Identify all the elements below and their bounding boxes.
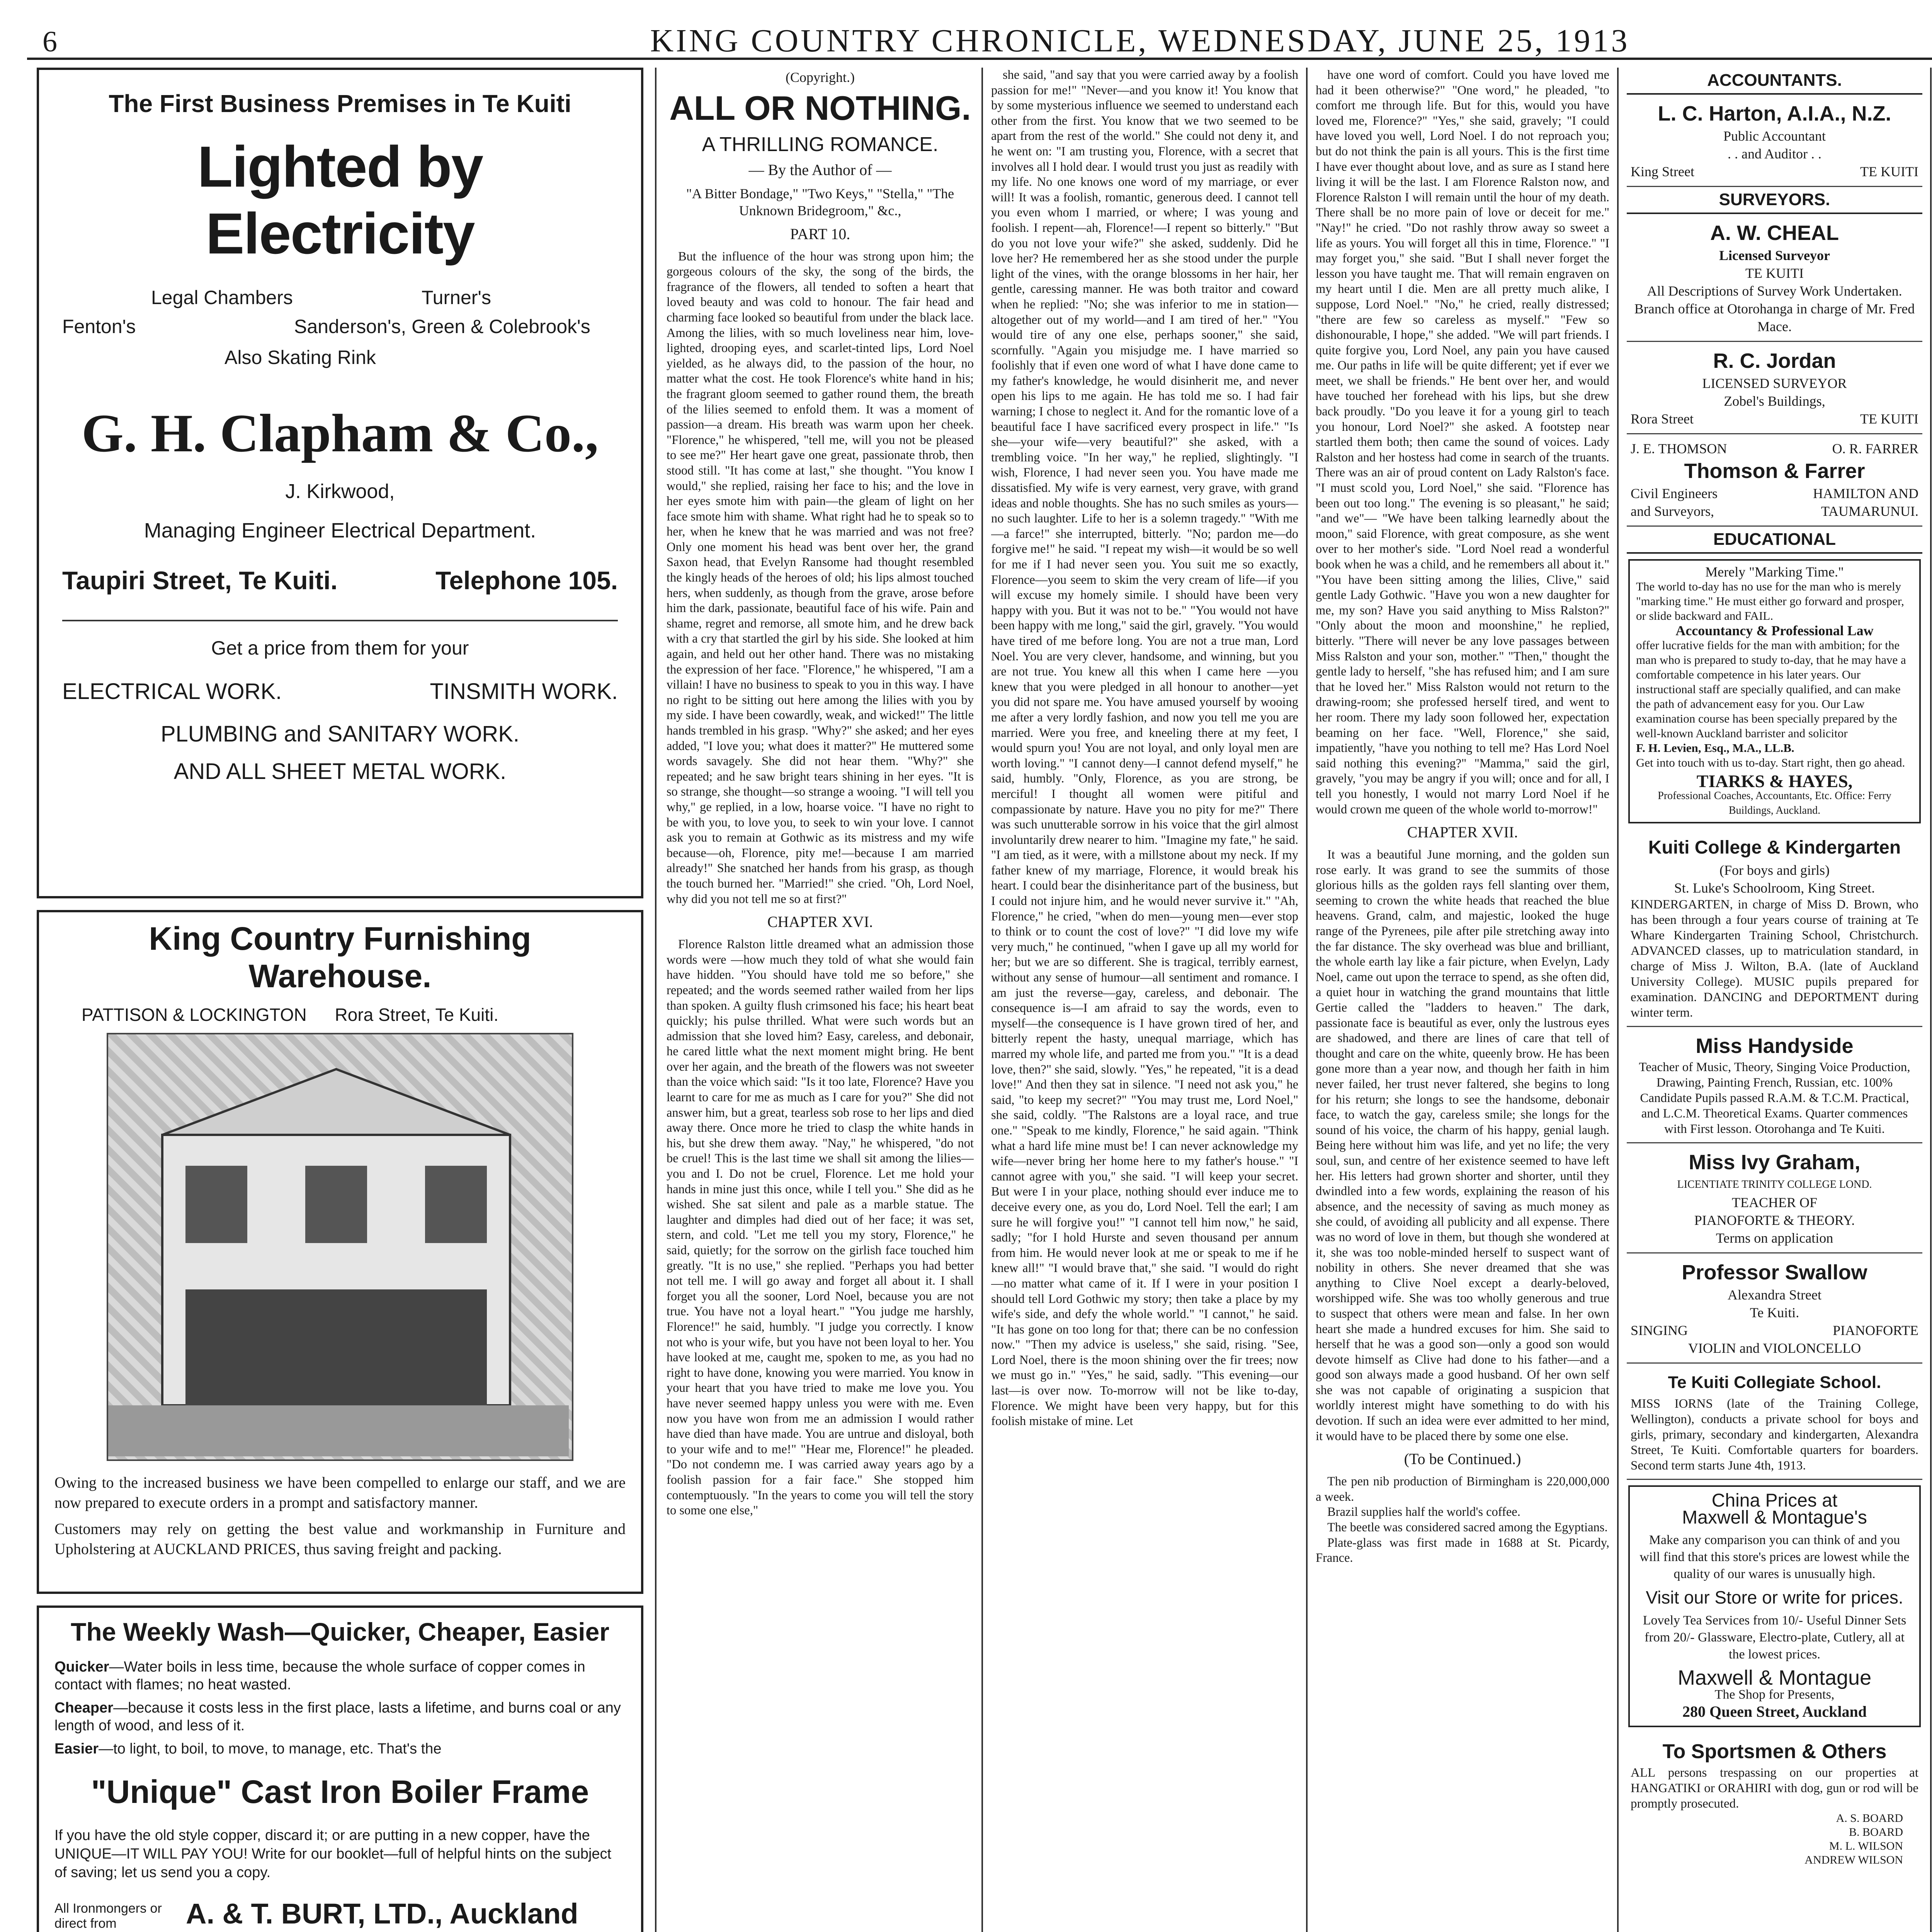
entry-line: Alexandra Street bbox=[1728, 1287, 1821, 1303]
telephone-number: Telephone 105. bbox=[435, 566, 618, 595]
premises-item: Sanderson's, Green & Colebrook's bbox=[294, 316, 590, 337]
directory-entry bbox=[1627, 1364, 1922, 1480]
supplier-line bbox=[54, 1893, 626, 1932]
entry-line: PIANOFORTE & THEORY. bbox=[1694, 1213, 1855, 1228]
premises-item: Also Skating Rink bbox=[224, 347, 376, 368]
story-text: she said, "and say that you were carried away by a foolish passion for me!" "Never—and you know it! You know that by some mysterious influence we seemed to understand each other from the first. You know that we two seemed to be apart from the rest of the world." She could not deny it, and he went on: "I am trusting you, Florence, with a secret that involves all I hold dear. I would trust you just as readily with my life. No one knows one word of my marriage, or ever will! It was a foolish, romantic, generous deed. I cannot tell you even whom I married, or where; I was young and foolish. I repent—ah, Florence!—I repent so bitterly." "But do you not love your wife?" she asked, suddenly. Did he love her? He remembered her as she stood under the purple light of the vines, with the orange blossoms in her hair, her gentle, caressing manner. He was both traitor and coward when he replied: "No; she was inferior to me in station—altogether out of my world—and I am tired of her." "You would tire of any one else, perhaps sooner," she said, scornfully. "Again you misjudge me. I have married so foolishly that if even one word of what I have done came to my father's knowledge, he would disinherit me, and never open his lips to me again. He has told me so. I had fair warning; I chose to neglect it. And for the romantic love of a beautiful face I have sacrificed every prospect in life." "Is she—your wife—very beautiful?" she asked, with a trembling voice. "In her way," he replied, slightingly. "I wish, Florence, I had never seen you. You have made me dissatisfied. My wife is very earnest, very grave, with grand ideas and noble thoughts. She has no such smiles as yours—no such laughter. Life to her is a solemn tragedy." "With me—a farce!" she interrupted, bitterly. "No; pardon me—do forgive me!" he said. "I repeat my wish—it would be so well for me if I had never seen you. You suit me so exactly, Florence—you seem to skim the very cream of life—if you will excuse my homely simile. I should have been very happy with you. But it was not to be." "You would not have been happy with me long," said the girl, gravely. "You would have tired of me before long. You are not a true man, Lord Noel. You are very clever, handsome, and winning, but you are not true. You knew all this when I came here —you knew that you were pledged in all honour to another—yet you did not spare me. You have amused yourself by wooing me after a very lordly fashion, and now you tell me you are married. Were you free, and kneeling there at my feet, I would spurn you! You are not loyal, and only loyal men are worth loving." "I cannot deny—I cannot defend myself," he said, humbly. "Only, Florence, as you are strong, be merciful! I thought all women were pitiful and compassionate by nature. Have you no pity for me?" There was such unutterable sorrow in his voice that the girl almost involuntarily drew nearer to him. "Imagine my fate," he said. "I am tied, as it were, with a millstone about my neck. If my father knew of my marriage, Florence, it would break his heart. I could bear the disinheritance part of the business, but I could not injure him, and he would never survive it." "Ah, Florence," he cried, "when do men—young men—ever stop to think or to count the cost of love?" "I did love my wife very much," he continued, "when I gave up all my world for her; but we are so different. She is tragical, terribly earnest, without any sense of humour—all sentiment and romance. I am just the reverse—gay, careless, and debonair. The consequence is—I am afraid to say the words, even to myself—the consequence is I have grown tired of her, and bitterly repent the hasty, unequal marriage, which has marred my whole life, and parted me from you." "It is a dead love, then?" she said, slowly. "Yes," he repeated, "it is a dead love!" And then they sat in silence. "I need not ask you," he said, "to keep my secret?" "You may trust me, Lord Noel," she said, coldly. "The Ralstons are a loyal race, and true one." "Speak to me kindly, Florence," he said again. "Think what a hard life mine must be! I can never acknowledge my wife—never bring her home here to my father's house." "I cannot agree with you," she said. "I will keep your secret. But were I in your place, nothing should ever induce me to deceive every one, as you do, Lord Noel. Tell the earl; I am sure he will forgive you!" "I cannot tell him now," he said, sadly; "for I hold Hurste and seven thousand per annum from him. He would never look at me or speak to me if he knew all!" "I would brave that," she said. "I would do right—no matter what came of it. If I were in your position I should tell Lord Gothwic my story; then take a place by my wife's side, and defy the whole world." "I cannot," he said. "It has gone on too long for that; there can be no confession now." "Then my advice is useless," she said, rising. "See, Lord Noel, there is the moon shining over the fir trees; now we must go in." "Yes," he said, sadly. "This evening—our last—is over now. To-morrow will not be like to-day, Florence. We might have been very happy, but for this foolish mistake of mine. Let bbox=[991, 68, 1298, 1429]
masthead bbox=[27, 17, 1932, 60]
ad-body: Customers may rely on getting the best value and workmanship in Furniture and Upholstering at AUCKLAND PRICES, thus saving freight and packing. bbox=[54, 1520, 626, 1558]
ad-headline: Lighted by Electricity bbox=[197, 134, 483, 266]
benefit-label: Quicker bbox=[54, 1659, 109, 1675]
entry-line: Civil Engineers bbox=[1631, 486, 1718, 501]
benefit-item bbox=[54, 1699, 626, 1735]
left-advertisement-column bbox=[37, 68, 643, 1932]
entry-name: L. C. Harton, A.I.A., N.Z. bbox=[1658, 102, 1891, 125]
benefit-text: —because it costs less in the first place, lasts a lifetime, and burns coal or any length of wood, and less of it. bbox=[54, 1700, 621, 1734]
firm-name: PATTISON & LOCKINGTON bbox=[82, 1005, 307, 1025]
benefit-item bbox=[54, 1658, 626, 1694]
entry-line: Zobel's Buildings, bbox=[1724, 393, 1825, 409]
ad-body: Lovely Tea Services from 10/- Useful Dinner Sets from 20/- Glassware, Electro-plate, Cutlery, all at the lowest prices. bbox=[1643, 1613, 1906, 1662]
premises-list bbox=[62, 286, 618, 375]
ad-body: F. H. Levien, Esq., M.A., LL.B. bbox=[1636, 741, 1794, 755]
entry-line: Licensed Surveyor bbox=[1719, 248, 1830, 263]
firm-line bbox=[82, 1004, 626, 1025]
story-text: It was a beautiful June morning, and the golden sun rose early. It was grand to see the summits of those glorious hills as the golden rays fell slanting over them, seeming to crown the white heads that reached the blue heavens. Grand, calm, and majestic, looked the huge range of the Pyrenees, pile after pile stretching away into the far distance. The sky overhead was blue and brilliant, the whole earth lay like a fair picture, when Evelyn, Lady Noel, came out upon the terrace to spend, as she often did, a quiet hour in watching the grand mountains that little Gertie called the "ladders to heaven." The dark, passionate face is beautiful as ever, only the lustrous eyes are shadowed, and there are lines of care that tell of thought and care on the white, queenly brow. He has been gone more than a year now, and though her faith in him never failed, her trust never faltered, she begins to long for his return; she longs to see the handsome, debonair face, to watch the gay, careless smile; she longs for the sound of his voice, the charm of his happy, genial laugh. Being here without him was life, and yet no life; the very soul, sun, and centre of her existence seemed to have left her. His letters had grown shorter and shorter, until they dwindled into a few words, explaining the reason of his absence, and the necessity of saving as much money as she could, of avoiding all publicity and all expense. There was no word of love in them, but though she wondered at it, she was too noble-minded herself to suspect want of nobility in others. She never dreamed that she was anything to Clive Noel except a dearly-beloved, worshipped wife. She was too wholly generous and true to suspect that others were mean and false. In her own heart she made a hundred excuses for him. She said to herself that he was a good son—only a good son would devote himself as Clive had done to his father—and a good son always made a good husband. Of her own self she was not capable of originating a suspicion that worldly interest might have something to do with his devotion. If such an idea were ever admitted to her mind, it would have to be placed there by some one else. bbox=[1316, 848, 1609, 1443]
filler-item: The pen nib production of Birmingham is 220,000,000 a week. bbox=[1316, 1475, 1609, 1504]
notice-body: ALL persons trespassing on our properties at HANGATIKI or ORAHIRI with dog, gun or rod will be promptly prosecuted. bbox=[1631, 1766, 1918, 1811]
ad-headline: Merely "Marking Time." bbox=[1705, 564, 1844, 580]
engineer-title: Managing Engineer Electrical Department. bbox=[144, 519, 536, 542]
warehouse-photo bbox=[107, 1033, 573, 1461]
directory-entry bbox=[1627, 1253, 1922, 1364]
serial-story-column-3 bbox=[1316, 68, 1609, 1932]
engineer-name: J. Kirkwood, bbox=[285, 480, 395, 503]
directory-entry bbox=[1627, 342, 1922, 434]
ad-intro-line: The First Business Premises in Te Kuiti bbox=[109, 90, 571, 117]
ad-subhead: Visit our Store or write for prices. bbox=[1646, 1587, 1903, 1607]
entry-line: Rora Street bbox=[1631, 411, 1694, 427]
directory-entry bbox=[1627, 95, 1922, 187]
benefit-label: Easier bbox=[54, 1741, 99, 1757]
entry-line: . . and Auditor . . bbox=[1728, 146, 1821, 162]
directory-entry bbox=[1627, 1027, 1922, 1143]
furnishing-advertisement bbox=[37, 910, 643, 1594]
entry-line: TE KUITI bbox=[1860, 411, 1918, 427]
section-header: EDUCATIONAL bbox=[1627, 527, 1922, 554]
notice-signatory: M. L. WILSON bbox=[1829, 1840, 1903, 1852]
entry-name: Professor Swallow bbox=[1682, 1261, 1867, 1284]
price-line: Get a price from them for your bbox=[211, 637, 469, 659]
supplier-intro: All Ironmongers or direct from bbox=[54, 1901, 162, 1931]
section-header: SURVEYORS. bbox=[1627, 187, 1922, 214]
entry-line: HAMILTON AND bbox=[1813, 486, 1918, 501]
entry-line: St. Luke's Schoolroom, King Street. bbox=[1674, 880, 1875, 896]
entry-line: Teacher of Music, Theory, Singing Voice Production, Drawing, Painting French, Russian, etc. 100% Candidate Pupils passed R.A.M. & T.C.M. Practical, and L.C.M. Theoretical Exams. Quarter commences with First lesson. Otorohanga and Te Kuiti. bbox=[1639, 1060, 1910, 1136]
directory-entry bbox=[1627, 434, 1922, 527]
chapter-heading: CHAPTER XVI. bbox=[767, 913, 873, 931]
benefit-label: Cheaper bbox=[54, 1700, 114, 1716]
copyright-line: (Copyright.) bbox=[786, 70, 855, 85]
entry-line: TE KUITI bbox=[1745, 265, 1804, 281]
story-previous-works: "A Bitter Bondage," "Two Keys," "Stella," "The Unknown Bridegroom," &c., bbox=[686, 185, 954, 218]
entry-line: Terms on application bbox=[1716, 1230, 1833, 1246]
column-divider bbox=[1930, 68, 1932, 1932]
firm-name: TIARKS & HAYES, bbox=[1696, 771, 1853, 791]
firm-address: Rora Street, Te Kuiti. bbox=[335, 1005, 499, 1025]
entry-line: SINGING bbox=[1631, 1323, 1688, 1338]
street-address: Taupiri Street, Te Kuiti. bbox=[62, 566, 338, 595]
entry-line: (For boys and girls) bbox=[1719, 862, 1830, 878]
entry-line: VIOLIN and VIOLONCELLO bbox=[1688, 1340, 1861, 1356]
ad-body: Make any comparison you can think of and you will find that this store's prices are lowest while the quality of our wares is unusually high. bbox=[1639, 1533, 1910, 1581]
ad-body: The world to-day has no use for the man who is merely "marking time." He must either go forward and prosper, or slide backward and FAIL. bbox=[1636, 580, 1904, 622]
ad-headline: The Weekly Wash—Quicker, Cheaper, Easier bbox=[71, 1617, 609, 1646]
chapter-heading: CHAPTER XVII. bbox=[1407, 823, 1518, 841]
entry-line: KINDERGARTEN, in charge of Miss D. Brown, who has been through a four years course of training at Te Whare Kindergarten Training School, Christchurch. ADVANCED classes, up to matriculation standard, in charge of Miss J. Wilton, B.A. (late of Auckland University College). MUSIC pupils prepared for examination. DANCING and DEPORTMENT during winter term. bbox=[1631, 898, 1918, 1020]
ad-headline: Maxwell & Montague's bbox=[1682, 1507, 1867, 1528]
column-divider bbox=[655, 68, 656, 1932]
column-divider bbox=[1617, 68, 1619, 1932]
firm-name: G. H. Clapham & Co., bbox=[82, 403, 599, 463]
entry-line: King Street bbox=[1631, 164, 1694, 179]
firm-name: Maxwell & Montague bbox=[1677, 1666, 1872, 1689]
services-row bbox=[62, 679, 618, 709]
page-number: 6 bbox=[43, 26, 57, 58]
part-heading: PART 10. bbox=[790, 225, 850, 243]
benefit-text: —to light, to boil, to move, to manage, etc. That's the bbox=[99, 1741, 442, 1757]
entry-name: A. W. CHEAL bbox=[1710, 221, 1839, 245]
service-item: PLUMBING and SANITARY WORK. bbox=[160, 721, 520, 747]
ad-body: Get into touch with us to-day. Start right, then go ahead. bbox=[1636, 756, 1905, 769]
column-divider bbox=[981, 68, 983, 1932]
directory-entry bbox=[1627, 1143, 1922, 1253]
story-text: have one word of comfort. Could you have loved me had it been otherwise?" "One word," he pleaded, "to comfort me through life. But for this, would you have loved me, Florence?" "Yes," she said, gravely; "I could have loved you well, Lord Noel. I do not reproach you; but do not think the pain is all yours. This is the first time I have ever thought about love, and as sure as I stand here living it will be the last. I am Florence Ralston now, and Florence Ralston I will remain until the hour of my death. There shall be no more pain of love or deceit for me." "Nay!" he cried. "Do not rashly throw away so sweet a life as yours. You will forget all this in time, Florence." "I may forget you," she said. "But I shall never forget the lesson you have taught me. That will remain engraven on my heart until I die. Men are all pretty much alike, I suppose, Lord Noel." "No," he cried, really distressed; "there are few so careless as myself." "Few so dishonourable, I hope," she added. "We will part friends. I quite forgive you, Lord Noel, any pain you have caused me. Our paths in life will be quite different; yet if ever we meet, we shall be friends." He bent over her, and would have touched her forehead with his lips, but she drew back proudly. "Do you leave it for a young girl to teach you honour, Lord Noel?" she asked. A footstep near startled them both; then came the sound of voices. Lady Ralston and her hostess had come in search of the truants. There was an air of proud content on Lady Ralston's face. "I must scold you, Lord Noel," she said. "Florence has been out too long." The evening is so pleasant," he said; "and we"— "We have been talking learnedly about the moon," said Florence, with great composure, as she went over to her mother's side. "Lord Noel read a wonderful book when he was a child, and he remembers all about it." "You have been sitting among the lilies, Clive," said gentle Lady Gothwic. "Have you won a new daughter for me, my son? Have you said anything to Miss Ralston?" "Only about the moon and moonshine," he replied, bitterly. "There will never be any love passages between Miss Ralston and your son, mother." "Then," thought the gentle lady to herself, "she has refused him; and I am sure that he loved her." Miss Ralston would not return to the drawing-room; she professed herself tired, and went to her room. There my lady soon followed her, expectation beaming on her face. "Well, Florence," she said, impatiently, "have you nothing to tell me? Has Lord Noel said nothing this evening?" "Mamma," said the girl, gravely, "you may be angry if you will; once and for all, I tell you honestly, I would not marry Lord Noel if he would crown me queen of the whole world to-morrow!" bbox=[1316, 68, 1609, 816]
contact-line bbox=[62, 566, 618, 600]
directory-entry bbox=[1627, 214, 1922, 342]
entry-line: TE KUITI bbox=[1860, 164, 1918, 179]
notice-signatory: B. BOARD bbox=[1849, 1826, 1903, 1838]
firm-address: 280 Queen Street, Auckland bbox=[1682, 1703, 1867, 1720]
entry-line: MISS IORNS (late of the Training College, Wellington), conducts a private school for boys and girls, primary, secondary and kindergarten, Alexandra Street, Te Kuiti. Comfortable quarters for boarders. Second term starts June 4th, 1913. bbox=[1631, 1397, 1918, 1473]
supplier-name: A. & T. BURT, LTD., Auckland bbox=[186, 1898, 578, 1930]
story-subtitle: A THRILLING ROMANCE. bbox=[702, 133, 939, 156]
product-name: "Unique" Cast Iron Boiler Frame bbox=[91, 1774, 589, 1810]
notice-title: To Sportsmen & Others bbox=[1662, 1740, 1887, 1763]
boiler-advertisement bbox=[37, 1605, 643, 1932]
tiarks-hayes-advertisement bbox=[1628, 559, 1921, 823]
electric-advertisement bbox=[37, 68, 643, 898]
story-text: Florence Ralston little dreamed what an admission those words were —how much they told of what she would fain have hidden. "You should have told me so before," she repeated; and the words seemed rather wailed from her lips than spoken. A guilty flush crimsoned his face; his heart beat quickly; his pulse thrilled. What were such words but an admission that she loved him? Easy, careless, and debonair, he cared little what the next moment might bring. He bent over her again, and the breath of the flowers was not sweeter than the voice which said: "Is it too late, Florence? Have you learnt to care for me as much as I care for you?" She did not answer him, but a great, tearless sob rose to her lips and died away there. Once more he tried to clasp the white hands in his, but she drew them away. "Nay," he whispered, "do not be cruel! This is the last time we shall sit among the lilies—you and I. Do not be cruel, Florence. Let me hold your hands in mine just this once, while I tell you." She did as he wished. She sat silent and pale as a marble statue. The laughter and dimples had died out of her face; it was set, stern, and cold. "Let me tell you my story, Florence," he said, quietly; for the sorrow on the girlish face touched him greatly. "It is no use," she replied. "Perhaps you had better not tell me. I will go away and forget all about it. I shall forget you all the sooner, Lord Noel, because you are not true. You have not a loyal heart." "You judge me harshly, Florence!" he said, humbly. "I judge you correctly. I know not who is your wife, but you have not been loyal to her. You have looked at me, caught me, spoken to me, as you had no right to have done, knowing you were married. You know in your heart that you have tried to make me love you. You have never seemed happy unless you were with me. Even now you have won from me an admission I would rather have died than have made. You are untrue and disloyal, both to your wife and to me!" "Hear me, Florence!" he pleaded. "Do not condemn me. I was carried away years ago by a foolish passion for a fair face." She stopped him contemptuously. "In the years to come you will tell the story to some one else," bbox=[667, 937, 974, 1518]
service-item: ELECTRICAL WORK. bbox=[62, 679, 282, 704]
continued-note: (To be Continued.) bbox=[1404, 1450, 1521, 1468]
entry-line: TAUMARUNUI. bbox=[1821, 503, 1918, 519]
entry-line: PIANOFORTE bbox=[1833, 1323, 1918, 1338]
entry-name: Kuiti College & Kindergarten bbox=[1648, 837, 1901, 858]
section-header: ACCOUNTANTS. bbox=[1627, 68, 1922, 95]
entry-line: J. E. THOMSON bbox=[1631, 441, 1727, 456]
story-text: But the influence of the hour was strong upon him; the gorgeous colours of the sky, the song of the birds, the fragrance of the flowers, all tended to soften a heart that loved beauty and was cold to honour. The fair head and charming face looked so beautiful from under the black lace. Among the lilies, with so much loveliness near him, love-lighted, drooping eyes, and scarlet-tinted lips, Lord Noel yielded, as he always did, to the passion of the hour, no matter what the cost. He took Florence's white hand in his; the fragrant gloom seemed to gather round them, the breath of the lilies seemed to enfold them. It was a moment of passion—a dream. His breath was warm upon her cheek. "Florence," he whispered, "tell me, will you not be pleased to see me?" Her heart gave one great, passionate throb, then stood still. "It has come at last," she thought. "You know I would," she replied, raising her face to his; and the love in her eyes smote him with pain—the gleam of light on her face smote him with shame. What right had he to speak so to her, when he knew that he was married and was not free? Only one moment his head was bent over her, the grand Saxon head, that Evelyn Ransome had thought resembled the kingly heads of the heroes of old; his lips almost touched hers, when suddenly, as though from the grave, arose before him the dark, passionate, beautiful face of his wife. Pain and shame, regret and remorse, all smote him, and he drew back with a cry that startled the girl by his side. She looked at him again, and held out her other hand. There was no mistaking the expression of her face. "Florence," he whispered, "I am a villain! I have no business to speak to you in this way. I have no right to be sitting out here among the lilies with you by my side. I have been cowardly, weak, and wicked!" The little hands trembled in his grasp. "Why?" she asked; and her eyes added, "I love you; what does it matter?" He muttered some words savagely. She did not hear them. "Why?" she repeated; and he saw bright tears shining in her eyes. "It is so strange, she thought—so strange a wooing. "I will tell you why," ge replied, in a low, hoarse voice. "I have no right to be with you, to love you, to seek to win your love. I cannot ask you to remain at Gothwic as its mistress and my wife because—oh, Florence, pity me!—because I am married already!" She snatched her hands from his grasp, as though the touch burned her. "Married!" she cried. "Oh, Lord Noel, why did you not tell me so at first?" bbox=[667, 249, 974, 906]
ad-headline: King Country Furnishing Warehouse. bbox=[149, 920, 531, 994]
building-illustration bbox=[108, 1034, 569, 1456]
entry-name: Te Kuiti Collegiate School. bbox=[1668, 1373, 1881, 1392]
entry-line: LICENSED SURVEYOR bbox=[1702, 376, 1847, 391]
filler-item: Brazil supplies half the world's coffee. bbox=[1327, 1505, 1520, 1519]
entry-name: Thomson & Farrer bbox=[1684, 459, 1865, 483]
firm-address: Professional Coaches, Accountants, Etc. Office: Ferry Buildings, Auckland. bbox=[1658, 790, 1891, 816]
serial-story-column-1 bbox=[667, 68, 974, 1932]
entry-line: TEACHER OF bbox=[1731, 1195, 1817, 1210]
filler-item: Plate-glass was first made in 1688 at St. Picardy, France. bbox=[1316, 1536, 1609, 1565]
trespass-notice bbox=[1627, 1733, 1922, 1872]
professional-directory-column bbox=[1627, 68, 1922, 1932]
ad-body: Owing to the increased business we have been compelled to enlarge our staff, and we are now prepared to execute orders in a prompt and satisfactory manner. bbox=[54, 1474, 626, 1511]
filler-item: The beetle was considered sacred among the Egyptians. bbox=[1327, 1520, 1608, 1535]
entry-name: Miss Ivy Graham, bbox=[1689, 1151, 1861, 1174]
serial-story-column-2 bbox=[991, 68, 1298, 1932]
entry-line: Te Kuiti. bbox=[1750, 1305, 1799, 1320]
entry-name: Miss Handyside bbox=[1696, 1034, 1854, 1058]
service-item: TINSMITH WORK. bbox=[430, 679, 618, 704]
premises-item: Turner's bbox=[422, 287, 491, 308]
entry-line: LICENTIATE TRINITY COLLEGE LOND. bbox=[1677, 1179, 1872, 1190]
page-title: KING COUNTRY CHRONICLE, WEDNESDAY, JUNE 25, 1913 bbox=[650, 23, 1630, 59]
premises-item: Legal Chambers bbox=[151, 287, 293, 308]
benefit-item bbox=[54, 1740, 626, 1758]
notice-signatory: ANDREW WILSON bbox=[1804, 1854, 1903, 1866]
entry-line: and Surveyors, bbox=[1631, 503, 1714, 519]
directory-entry bbox=[1627, 829, 1922, 1027]
entry-name: R. C. Jordan bbox=[1713, 349, 1836, 372]
ad-headline: China Prices at bbox=[1711, 1490, 1838, 1511]
premises-item: Fenton's bbox=[62, 316, 136, 337]
service-item: AND ALL SHEET METAL WORK. bbox=[173, 759, 507, 784]
entry-line: All Descriptions of Survey Work Undertaken. bbox=[1647, 283, 1902, 299]
entry-line: Branch office at Otorohanga in charge of Mr. Fred Mace. bbox=[1634, 301, 1915, 334]
notice-signatory: A. S. BOARD bbox=[1836, 1812, 1903, 1825]
column-divider bbox=[1306, 68, 1308, 1932]
ad-body: If you have the old style copper, discard it; or are putting in a new copper, have the UNIQUE—IT WILL PAY YOU! Write for our booklet—full of helpful hints on the subject of saving; let us send you a copy. bbox=[54, 1827, 612, 1881]
story-title: ALL OR NOTHING. bbox=[669, 89, 971, 127]
entry-line: Public Accountant bbox=[1723, 128, 1826, 144]
china-advertisement bbox=[1628, 1485, 1921, 1727]
ad-body: offer lucrative fields for the man with ambition; for the man who is prepared to study to-day, that he may have a comfortable competence in his later years. Our instructional staff are specially qualified, and can make the path of advancement easy for you. Our Law examination course has been specially prepared by the well-known Auckland barrister and solicitor bbox=[1636, 638, 1906, 740]
entry-line: O. R. FARRER bbox=[1832, 441, 1918, 456]
story-byline: — By the Author of — bbox=[748, 161, 892, 179]
benefit-text: —Water boils in less time, because the whole surface of copper comes in contact with flames; no heat wasted. bbox=[54, 1659, 585, 1693]
ad-subhead: Accountancy & Professional Law bbox=[1675, 623, 1874, 638]
firm-tagline: The Shop for Presents, bbox=[1714, 1687, 1835, 1702]
